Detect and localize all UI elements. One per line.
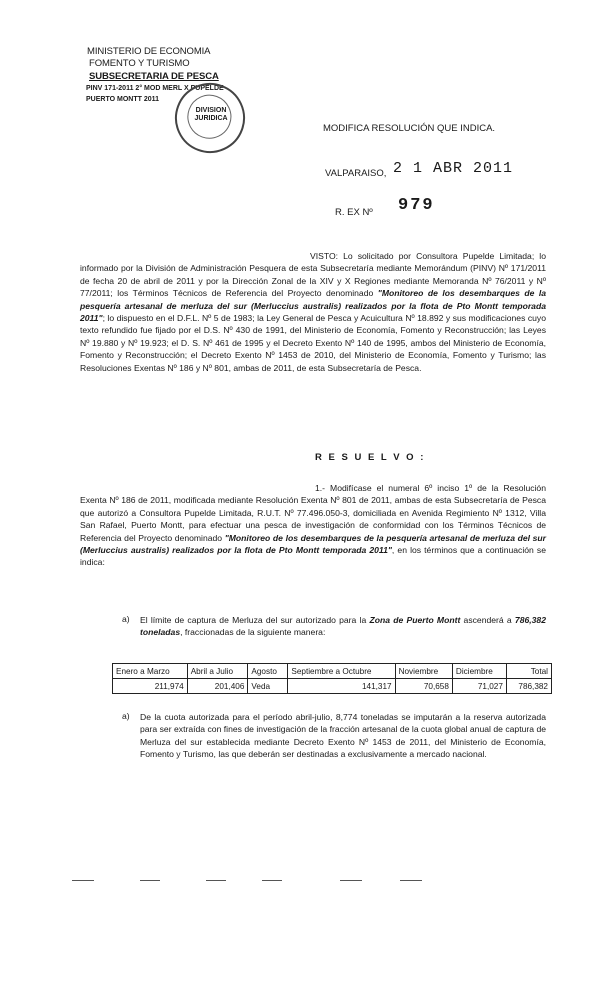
- resuelvo-paragraph-1: [80, 482, 546, 569]
- quota-value-cell: Veda: [248, 679, 288, 694]
- quota-value-cell: 201,406: [187, 679, 248, 694]
- item-a2-paragraph: De la cuota autorizada para el período abril-julio, 8,774 toneladas se imputarán a la reserva autorizada para ser extraída con fines de investigación de la fracción artesanal de la cuota global anual de captura de Merluza del sur establecida mediante Decreto Exento Nº 1453 de 2011, del Ministerio de Economía, Fomento y Turismo, las que deberán ser destinadas a exclusivamente a mercado nacional.: [140, 712, 546, 760]
- resuelvo-text: 1.- Modifícase el numeral 6º inciso 1º de la Resolución Exenta Nº 186 de 2011, modificada mediante Resolución Exenta Nº 801 de 2011, ambas de esta Subsecretaría de Pesca que autorizó a Consultora Pupelde Limitada, R.U.T. Nº 77.496.050-3, domiciliada en Avenida Regimiento Nº 1312, Villa San Rafael, Puerto Montt, para efectuar una pesca de investigación de conformidad con los Términos Técnicos de Referencia del Proyecto denominado: [80, 483, 546, 543]
- resuelvo-text-tail: , en los términos que a continuación se indica:: [80, 545, 546, 568]
- quota-table-value-row: [113, 679, 552, 694]
- quota-header-cell: Noviembre: [395, 664, 452, 679]
- file-reference-2: PUERTO MONTT 2011: [86, 96, 160, 103]
- place-label: VALPARAISO,: [325, 168, 387, 179]
- quota-header-cell: Abril a Julio: [187, 664, 248, 679]
- resolution-number: 979: [398, 196, 435, 215]
- stamp-label: DIVISION JURIDICA: [194, 107, 228, 123]
- quota-table: [112, 663, 552, 694]
- resolution-label: R. EX Nº: [335, 207, 373, 218]
- quota-header-cell: Enero a Marzo: [113, 664, 188, 679]
- quota-value-cell: 786,382: [506, 679, 551, 694]
- scan-mark: [140, 880, 160, 881]
- document-subject: MODIFICA RESOLUCIÓN QUE INDICA.: [323, 123, 496, 134]
- item-a-tail: , fraccionadas de la siguiente manera:: [180, 627, 326, 638]
- scan-mark: [206, 880, 226, 881]
- resuelvo-project-title: "Monitoreo de los desembarques de la pesquería artesanal de merluza del sur (Merluccius australis) realizados por la flota de Pto Montt temporada 2011": [80, 532, 546, 556]
- date-stamp: 2 1 ABR 2011: [393, 160, 514, 177]
- scan-mark: [400, 880, 422, 881]
- ministry-subname: FOMENTO Y TURISMO: [89, 58, 190, 69]
- quota-value-cell: 70,658: [395, 679, 452, 694]
- visto-paragraph: [80, 250, 546, 374]
- scan-mark: [340, 880, 362, 881]
- file-reference: PINV 171-2011 2° MOD MERL X PUPELDE: [86, 85, 224, 92]
- item-a-text: El límite de captura de Merluza del sur autorizado para la: [140, 615, 370, 625]
- item-a-marker: a): [122, 614, 130, 624]
- quota-header-cell: Septiembre a Octubre: [288, 664, 395, 679]
- quota-value-cell: 211,974: [113, 679, 188, 694]
- item-a-paragraph: [140, 614, 546, 639]
- resuelvo-heading: R E S U E L V O :: [315, 452, 426, 463]
- item-a-zone: Zona de Puerto Montt: [369, 615, 461, 625]
- quota-table-header-row: [113, 664, 552, 679]
- quota-header-cell: Diciembre: [452, 664, 506, 679]
- quota-value-cell: 71,027: [452, 679, 506, 694]
- visto-project-title: "Monitoreo de los desembarques de la pesquería artesanal de merluza del sur (Merluccius australis) realizados por la flota de Pto Montt temporada 2011": [80, 288, 547, 324]
- item-a2-marker: a): [122, 711, 130, 721]
- visto-text: VISTO: Lo solicitado por Consultora Pupelde Limitada; lo informado por la División de Administración Pesquera de esta Subsecretaría mediante Memorándum (PINV) Nº 171/2011 de fecha 20 de abril de 2011 y por la Dirección Zonal de la XIV y X Regiones mediante Memoranda Nº 76/2011 y Nº 77/2011; los Términos Técnicos de Referencia del Proyecto denominado: [80, 251, 546, 299]
- quota-header-cell: Total: [506, 664, 551, 679]
- item-a-mid: ascenderá a: [460, 615, 515, 625]
- item-a-tonnage: 786,382 toneladas: [140, 615, 546, 638]
- subsecretaria-name: SUBSECRETARIA DE PESCA: [89, 71, 219, 82]
- quota-value-cell: 141,317: [288, 679, 395, 694]
- scan-mark: [72, 880, 94, 881]
- quota-header-cell: Agosto: [248, 664, 288, 679]
- scan-mark: [262, 880, 282, 881]
- visto-text-tail: ; lo dispuesto en el D.F.L. Nº 5 de 1983; la Ley General de Pesca y Acuicultura Nº 18.892 y sus modificaciones cuyo texto refundido fue fijado por el D.S. Nº 430 de 1991, del Ministerio de Economía, Fomento y Reconstrucción; las Leyes Nº 19.880 y Nº 19.923; el D. S. Nº 461 de 1995 y el Decreto Exento Nº 140 de 1995, ambos del Ministerio de Economía, Fomento y Reconstrucción; el Decreto Exento Nº 1453 de 2010, del Ministerio de Economía, Fomento y Turismo; las Resoluciones Exentas Nº 186 y Nº 801, ambas de 2011, de esta Subsecretaría de Pesca.: [80, 313, 546, 373]
- ministry-name: MINISTERIO DE ECONOMIA: [87, 46, 211, 57]
